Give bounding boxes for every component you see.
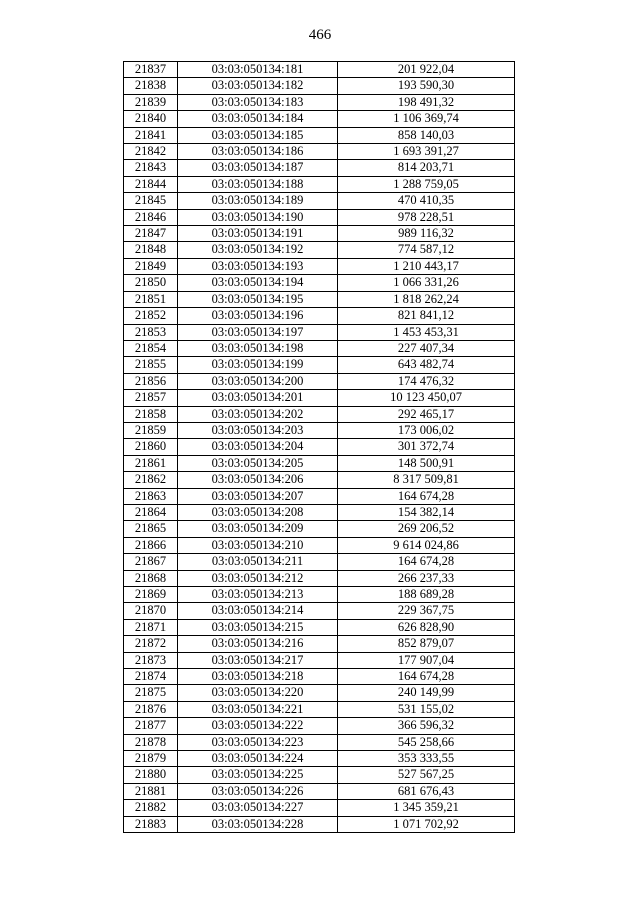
table-row — [124, 554, 515, 570]
row-number-cell: 21856 — [124, 373, 178, 389]
cadastral-value-cell: 173 006,02 — [338, 422, 515, 438]
table-row — [124, 504, 515, 520]
table-row — [124, 373, 515, 389]
table-row — [124, 258, 515, 274]
cadastral-number-cell: 03:03:050134:191 — [178, 226, 338, 242]
row-number-cell: 21875 — [124, 685, 178, 701]
table-row — [124, 800, 515, 816]
row-number-cell: 21839 — [124, 94, 178, 110]
row-number-cell: 21877 — [124, 718, 178, 734]
cadastral-number-cell: 03:03:050134:212 — [178, 570, 338, 586]
table-row — [124, 242, 515, 258]
table-row — [124, 406, 515, 422]
cadastral-number-cell: 03:03:050134:221 — [178, 701, 338, 717]
table-row — [124, 62, 515, 78]
cadastral-number-cell: 03:03:050134:201 — [178, 390, 338, 406]
cadastral-number-cell: 03:03:050134:214 — [178, 603, 338, 619]
row-number-cell: 21857 — [124, 390, 178, 406]
cadastral-number-cell: 03:03:050134:210 — [178, 537, 338, 553]
cadastral-value-cell: 470 410,35 — [338, 193, 515, 209]
row-number-cell: 21883 — [124, 816, 178, 832]
cadastral-number-cell: 03:03:050134:186 — [178, 144, 338, 160]
table-row — [124, 291, 515, 307]
row-number-cell: 21849 — [124, 258, 178, 274]
table-row — [124, 570, 515, 586]
cadastral-value-cell: 301 372,74 — [338, 439, 515, 455]
row-number-cell: 21874 — [124, 669, 178, 685]
cadastral-number-cell: 03:03:050134:213 — [178, 587, 338, 603]
cadastral-number-cell: 03:03:050134:187 — [178, 160, 338, 176]
table-row — [124, 718, 515, 734]
cadastral-number-cell: 03:03:050134:209 — [178, 521, 338, 537]
cadastral-number-cell: 03:03:050134:224 — [178, 751, 338, 767]
table-row — [124, 455, 515, 471]
cadastral-value-cell: 366 596,32 — [338, 718, 515, 734]
cadastral-value-cell: 681 676,43 — [338, 783, 515, 799]
cadastral-value-cell: 978 228,51 — [338, 209, 515, 225]
cadastral-value-cell: 814 203,71 — [338, 160, 515, 176]
cadastral-number-cell: 03:03:050134:205 — [178, 455, 338, 471]
row-number-cell: 21841 — [124, 127, 178, 143]
row-number-cell: 21844 — [124, 176, 178, 192]
cadastral-value-cell: 1 066 331,26 — [338, 275, 515, 291]
cadastral-number-cell: 03:03:050134:192 — [178, 242, 338, 258]
cadastral-number-cell: 03:03:050134:185 — [178, 127, 338, 143]
cadastral-value-cell: 201 922,04 — [338, 62, 515, 78]
cadastral-value-cell: 989 116,32 — [338, 226, 515, 242]
row-number-cell: 21846 — [124, 209, 178, 225]
page-number: 466 — [308, 27, 332, 43]
table-row — [124, 816, 515, 832]
table-row — [124, 324, 515, 340]
cadastral-number-cell: 03:03:050134:183 — [178, 94, 338, 110]
cadastral-value-cell: 193 590,30 — [338, 78, 515, 94]
table-row — [124, 390, 515, 406]
cadastral-value-cell: 545 258,66 — [338, 734, 515, 750]
table-body — [124, 62, 515, 833]
cadastral-number-cell: 03:03:050134:189 — [178, 193, 338, 209]
row-number-cell: 21867 — [124, 554, 178, 570]
table-row — [124, 685, 515, 701]
row-number-cell: 21881 — [124, 783, 178, 799]
cadastral-number-cell: 03:03:050134:206 — [178, 472, 338, 488]
cadastral-value-cell: 10 123 450,07 — [338, 390, 515, 406]
cadastral-number-cell: 03:03:050134:216 — [178, 636, 338, 652]
cadastral-number-cell: 03:03:050134:226 — [178, 783, 338, 799]
cadastral-number-cell: 03:03:050134:223 — [178, 734, 338, 750]
table-row — [124, 767, 515, 783]
cadastral-value-cell: 154 382,14 — [338, 504, 515, 520]
table-row — [124, 472, 515, 488]
cadastral-value-cell: 527 567,25 — [338, 767, 515, 783]
cadastral-number-cell: 03:03:050134:199 — [178, 357, 338, 373]
cadastral-value-cell: 240 149,99 — [338, 685, 515, 701]
row-number-cell: 21861 — [124, 455, 178, 471]
row-number-cell: 21882 — [124, 800, 178, 816]
cadastral-number-cell: 03:03:050134:228 — [178, 816, 338, 832]
row-number-cell: 21843 — [124, 160, 178, 176]
cadastral-value-cell: 1 071 702,92 — [338, 816, 515, 832]
table-row — [124, 619, 515, 635]
row-number-cell: 21838 — [124, 78, 178, 94]
table-row — [124, 226, 515, 242]
row-number-cell: 21866 — [124, 537, 178, 553]
cadastral-number-cell: 03:03:050134:202 — [178, 406, 338, 422]
row-number-cell: 21840 — [124, 111, 178, 127]
row-number-cell: 21858 — [124, 406, 178, 422]
cadastral-number-cell: 03:03:050134:204 — [178, 439, 338, 455]
cadastral-number-cell: 03:03:050134:197 — [178, 324, 338, 340]
cadastral-number-cell: 03:03:050134:225 — [178, 767, 338, 783]
table-row — [124, 209, 515, 225]
cadastral-number-cell: 03:03:050134:211 — [178, 554, 338, 570]
row-number-cell: 21848 — [124, 242, 178, 258]
table-row — [124, 537, 515, 553]
cadastral-number-cell: 03:03:050134:222 — [178, 718, 338, 734]
cadastral-value-cell: 148 500,91 — [338, 455, 515, 471]
row-number-cell: 21873 — [124, 652, 178, 668]
table-row — [124, 176, 515, 192]
table-row — [124, 422, 515, 438]
cadastral-value-cell: 188 689,28 — [338, 587, 515, 603]
cadastral-number-cell: 03:03:050134:220 — [178, 685, 338, 701]
cadastral-number-cell: 03:03:050134:195 — [178, 291, 338, 307]
row-number-cell: 21863 — [124, 488, 178, 504]
row-number-cell: 21837 — [124, 62, 178, 78]
cadastral-value-cell: 858 140,03 — [338, 127, 515, 143]
row-number-cell: 21860 — [124, 439, 178, 455]
row-number-cell: 21880 — [124, 767, 178, 783]
table-row — [124, 587, 515, 603]
cadastral-number-cell: 03:03:050134:193 — [178, 258, 338, 274]
cadastral-value-cell: 1 288 759,05 — [338, 176, 515, 192]
table-row — [124, 144, 515, 160]
cadastral-number-cell: 03:03:050134:227 — [178, 800, 338, 816]
row-number-cell: 21862 — [124, 472, 178, 488]
cadastral-value-cell: 1 453 453,31 — [338, 324, 515, 340]
table-row — [124, 127, 515, 143]
table-row — [124, 521, 515, 537]
row-number-cell: 21845 — [124, 193, 178, 209]
table-row — [124, 94, 515, 110]
row-number-cell: 21869 — [124, 587, 178, 603]
cadastral-value-cell: 1 818 262,24 — [338, 291, 515, 307]
row-number-cell: 21868 — [124, 570, 178, 586]
cadastral-number-cell: 03:03:050134:181 — [178, 62, 338, 78]
cadastral-number-cell: 03:03:050134:215 — [178, 619, 338, 635]
cadastral-number-cell: 03:03:050134:182 — [178, 78, 338, 94]
cadastral-value-cell: 821 841,12 — [338, 308, 515, 324]
table-row — [124, 783, 515, 799]
cadastral-value-cell: 198 491,32 — [338, 94, 515, 110]
row-number-cell: 21870 — [124, 603, 178, 619]
cadastral-number-cell: 03:03:050134:198 — [178, 340, 338, 356]
table-row — [124, 669, 515, 685]
cadastral-number-cell: 03:03:050134:203 — [178, 422, 338, 438]
row-number-cell: 21850 — [124, 275, 178, 291]
cadastral-number-cell: 03:03:050134:218 — [178, 669, 338, 685]
cadastral-value-cell: 227 407,34 — [338, 340, 515, 356]
table-row — [124, 488, 515, 504]
row-number-cell: 21876 — [124, 701, 178, 717]
cadastral-value-cell: 164 674,28 — [338, 669, 515, 685]
row-number-cell: 21864 — [124, 504, 178, 520]
table-row — [124, 357, 515, 373]
row-number-cell: 21865 — [124, 521, 178, 537]
table-row — [124, 603, 515, 619]
table-row — [124, 160, 515, 176]
cadastral-value-cell: 1 210 443,17 — [338, 258, 515, 274]
cadastral-value-cell: 229 367,75 — [338, 603, 515, 619]
table-row — [124, 275, 515, 291]
cadastral-value-cell: 626 828,90 — [338, 619, 515, 635]
row-number-cell: 21852 — [124, 308, 178, 324]
cadastral-number-cell: 03:03:050134:188 — [178, 176, 338, 192]
cadastral-value-cell: 164 674,28 — [338, 554, 515, 570]
row-number-cell: 21842 — [124, 144, 178, 160]
cadastral-value-cell: 1 345 359,21 — [338, 800, 515, 816]
cadastral-number-cell: 03:03:050134:208 — [178, 504, 338, 520]
row-number-cell: 21851 — [124, 291, 178, 307]
table-row — [124, 308, 515, 324]
cadastral-value-cell: 266 237,33 — [338, 570, 515, 586]
cadastral-value-cell: 174 476,32 — [338, 373, 515, 389]
table-row — [124, 111, 515, 127]
cadastral-value-cell: 8 317 509,81 — [338, 472, 515, 488]
cadastral-value-cell: 269 206,52 — [338, 521, 515, 537]
cadastral-number-cell: 03:03:050134:196 — [178, 308, 338, 324]
cadastral-value-cell: 1 106 369,74 — [338, 111, 515, 127]
cadastral-value-cell: 9 614 024,86 — [338, 537, 515, 553]
row-number-cell: 21859 — [124, 422, 178, 438]
cadastral-value-cell: 774 587,12 — [338, 242, 515, 258]
table-row — [124, 193, 515, 209]
cadastral-number-cell: 03:03:050134:200 — [178, 373, 338, 389]
cadastral-value-cell: 177 907,04 — [338, 652, 515, 668]
table-row — [124, 636, 515, 652]
cadastral-number-cell: 03:03:050134:184 — [178, 111, 338, 127]
row-number-cell: 21872 — [124, 636, 178, 652]
row-number-cell: 21878 — [124, 734, 178, 750]
row-number-cell: 21847 — [124, 226, 178, 242]
table-row — [124, 340, 515, 356]
cadastral-value-cell: 292 465,17 — [338, 406, 515, 422]
table-row — [124, 439, 515, 455]
cadastral-value-cell: 531 155,02 — [338, 701, 515, 717]
cadastral-number-cell: 03:03:050134:194 — [178, 275, 338, 291]
cadastral-value-cell: 164 674,28 — [338, 488, 515, 504]
table-row — [124, 652, 515, 668]
cadastral-number-cell: 03:03:050134:217 — [178, 652, 338, 668]
cadastral-number-cell: 03:03:050134:207 — [178, 488, 338, 504]
table-row — [124, 751, 515, 767]
cadastral-value-cell: 353 333,55 — [338, 751, 515, 767]
cadastral-value-cell: 643 482,74 — [338, 357, 515, 373]
table-row — [124, 734, 515, 750]
table-row — [124, 701, 515, 717]
table-row — [124, 78, 515, 94]
row-number-cell: 21879 — [124, 751, 178, 767]
row-number-cell: 21871 — [124, 619, 178, 635]
row-number-cell: 21854 — [124, 340, 178, 356]
cadastral-value-table — [123, 61, 515, 833]
cadastral-value-cell: 852 879,07 — [338, 636, 515, 652]
row-number-cell: 21853 — [124, 324, 178, 340]
cadastral-number-cell: 03:03:050134:190 — [178, 209, 338, 225]
row-number-cell: 21855 — [124, 357, 178, 373]
cadastral-value-cell: 1 693 391,27 — [338, 144, 515, 160]
